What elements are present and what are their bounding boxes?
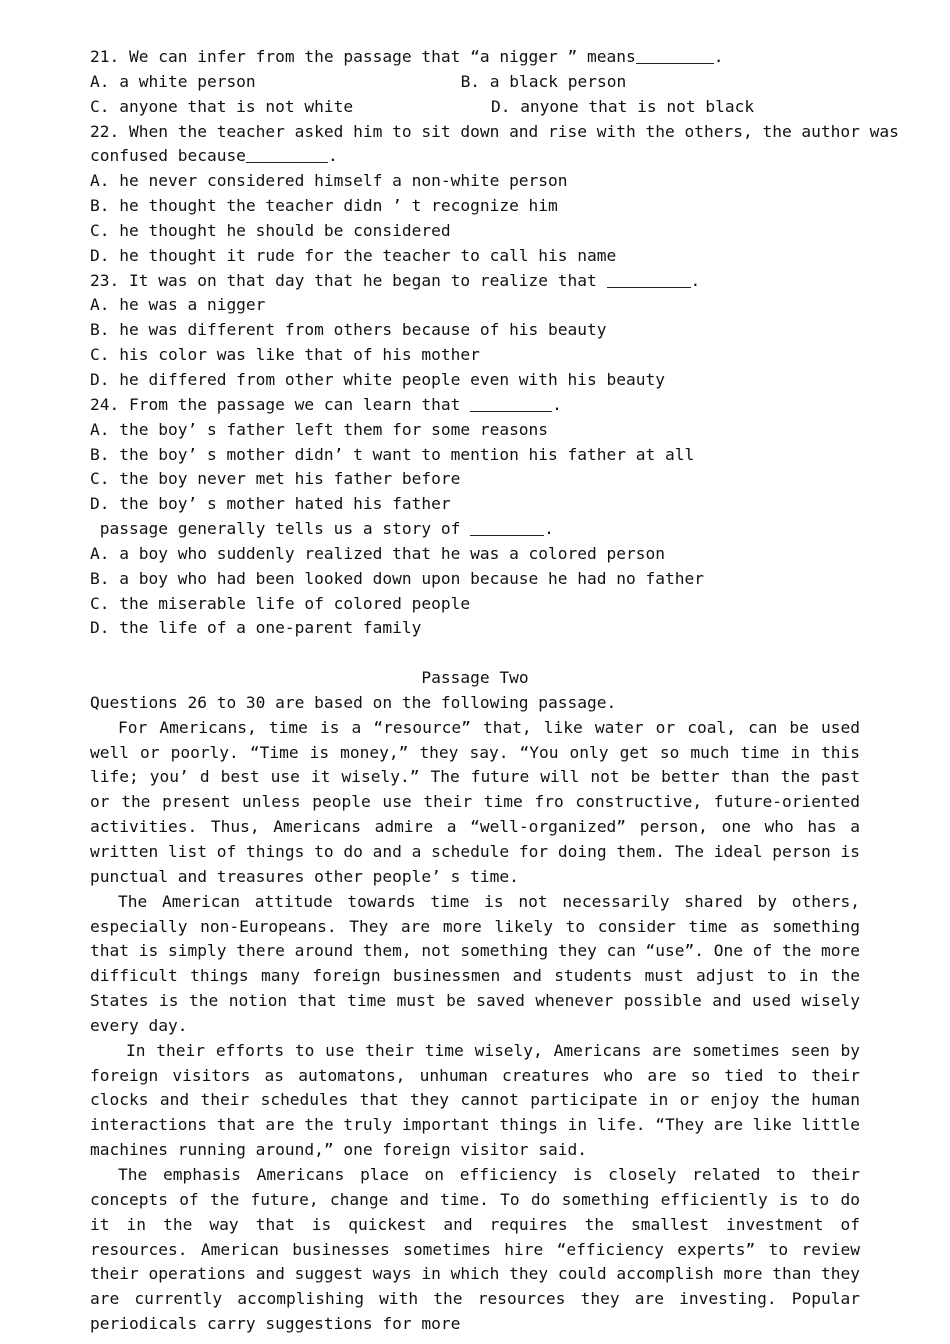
option-b: B. he thought the teacher didn ’ t recognize him [90, 196, 558, 216]
option-a: A. a boy who suddenly realized that he was a colored person [90, 543, 665, 563]
option-b: B. a boy who had been looked down upon because he had no father [90, 568, 704, 588]
option-c: C. he thought he should be considered [90, 220, 451, 240]
passage-intro: Questions 26 to 30 are based on the following passage. [90, 692, 617, 712]
option-a: A. a white person [90, 71, 256, 91]
question-21-options-row-2 [90, 95, 860, 120]
answer-blank [470, 395, 552, 412]
passage-title: Passage Two [421, 668, 529, 688]
paragraph-1: For Americans, time is a “resource” that, like water or coal, can be used well or poorly. “Time is money,” they say. “You only get so much time in this life; you’ d best use it wisely.” The future will not be better than the past or the present unless people use their time fro constructive, future-oriented activities. Thus, Americans admire a “well-organized” person, one who has a written list of things to do and a schedule for doing them. The ideal person is punctual and treasures other people’ s time. [90, 717, 860, 886]
question-21-stem: 21. We can infer from the passage that “a nigger ” means . [90, 47, 724, 66]
paragraph-4: The emphasis Americans place on efficiency is closely related to their concepts of the future, change and time. To do something efficiently is to do it in the way that is quickest and requires the smallest investment of resources. American businesses sometimes hire “efficiency experts” to review their operations and suggest ways in which they could accomplish more than they are currently accomplishing with the resources they are investing. Popular periodicals carry suggestions for more [90, 1164, 860, 1334]
option-d: D. he differed from other white people even with his beauty [90, 369, 665, 389]
option-b: B. the boy’ s mother didn’ t want to mention his father at all [90, 444, 695, 464]
option-c: C. the boy never met his father before [90, 469, 461, 489]
option-d: D. the boy’ s mother hated his father [90, 494, 451, 514]
option-a: A. he never considered himself a non-white person [90, 171, 568, 191]
question-24-stem: 24. From the passage we can learn that . [90, 394, 562, 414]
question-22-stem-line-2: confused because . [90, 146, 338, 166]
paragraph-2: The American attitude towards time is not necessarily shared by others, especially non-Europeans. They are more likely to consider time as something that is simply there around them, not something they can “use”. One of the more difficult things many foreign businessmen and students must adjust to in the States is the notion that time must be saved whenever possible and used wisely every day. [90, 891, 860, 1035]
option-a: A. the boy’ s father left them for some reasons [90, 419, 549, 439]
answer-blank [636, 47, 714, 64]
option-a: A. he was a nigger [90, 295, 266, 315]
document-content [90, 45, 899, 1337]
option-c: C. the miserable life of colored people [90, 593, 471, 613]
option-b: B. a black person [460, 71, 627, 91]
paragraph-3: In their efforts to use their time wisely, Americans are sometimes seen by foreign visitors as automatons, unhuman creatures who are so tied to their clocks and their schedules that they cannot participate in or enjoy the human interactions that are the truly important things in life. “They are like little machines running around,” one foreign visitor said. [90, 1040, 860, 1160]
option-d: D. the life of a one-parent family [90, 618, 422, 638]
option-b: B. he was different from others because of his beauty [90, 320, 607, 340]
option-c: C. his color was like that of his mother [90, 345, 480, 365]
question-21-options-row-1 [90, 70, 860, 95]
question-23-stem: 23. It was on that day that he began to realize that . [90, 270, 701, 290]
answer-blank [470, 519, 544, 536]
question-25-stem: passage generally tells us a story of . [90, 519, 554, 539]
answer-blank [607, 271, 691, 288]
option-c: C. anyone that is not white [90, 96, 354, 116]
spacer [90, 641, 860, 666]
option-d: D. anyone that is not black [490, 96, 755, 116]
answer-blank [246, 146, 328, 163]
option-d: D. he thought it rude for the teacher to call his name [90, 245, 617, 265]
question-22-stem-line-1: 22. When the teacher asked him to sit down and rise with the others, the author was [90, 121, 899, 141]
